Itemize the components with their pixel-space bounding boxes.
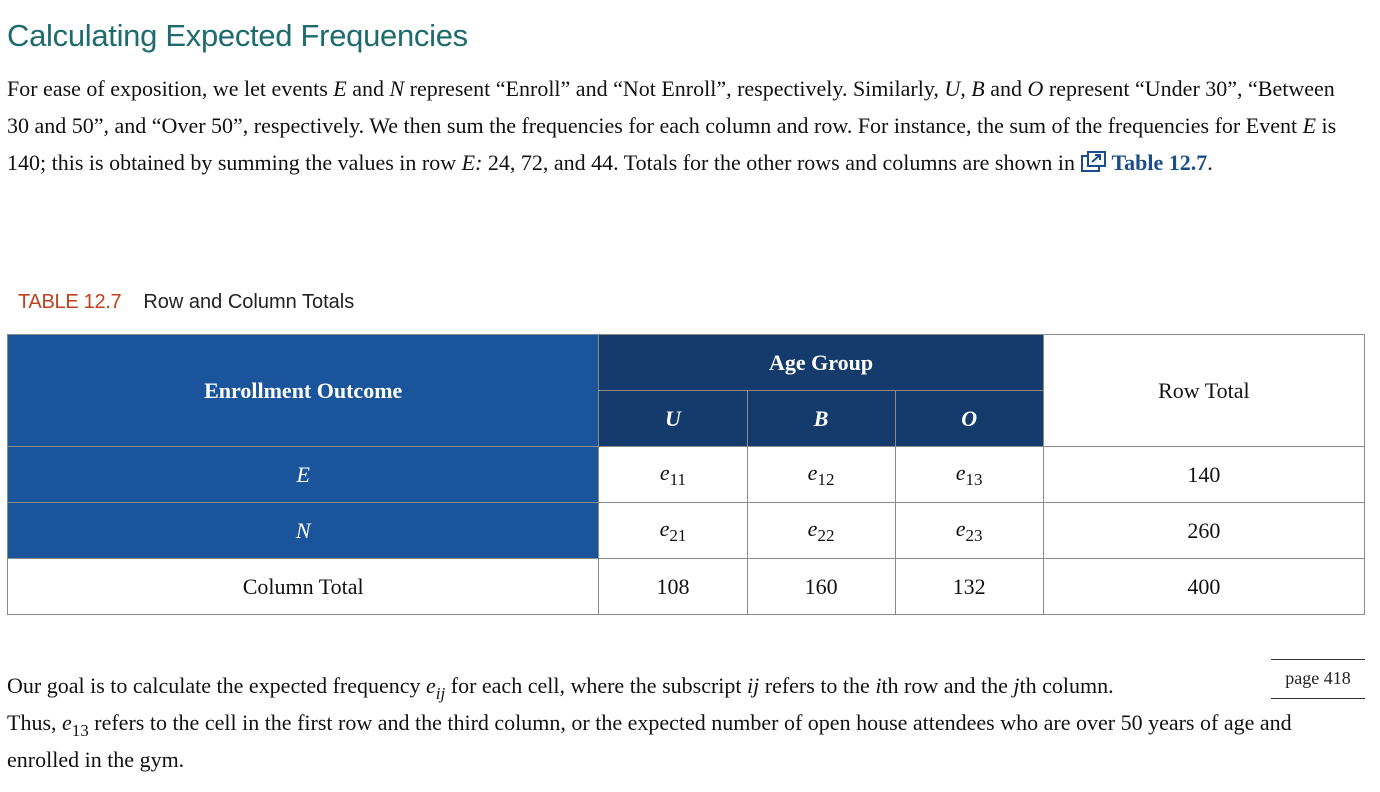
table-link-text: Table 12.7 — [1111, 150, 1208, 175]
column-total-u: 108 — [599, 559, 747, 615]
italic-run: ij — [747, 673, 760, 698]
cell-e12 — [747, 447, 895, 503]
table-caption-label: TABLE 12.7 — [18, 291, 122, 313]
table-row — [8, 503, 1365, 559]
table-header-row — [8, 335, 1365, 391]
italic-run: N — [389, 76, 405, 101]
cell-e21 — [599, 503, 747, 559]
text-run: for each cell, where the subscript — [445, 673, 748, 698]
row-label-e: E — [8, 447, 599, 503]
text-run: For ease of exposition, we let events — [7, 76, 334, 101]
italic-run: E: — [461, 150, 483, 175]
table-row — [8, 447, 1365, 503]
subscript-run: 13 — [71, 721, 89, 740]
row-total-n: 260 — [1043, 503, 1364, 559]
column-total-label: Column Total — [8, 559, 599, 615]
cell-sub: 13 — [965, 469, 983, 489]
table-caption-title: Row and Column Totals — [143, 291, 355, 313]
text-run: and — [984, 76, 1028, 101]
italic-run: j — [1013, 673, 1020, 698]
cell-base: e — [659, 459, 670, 485]
table-row — [8, 559, 1365, 615]
cell-sub: 12 — [817, 469, 835, 489]
column-total-b: 160 — [747, 559, 895, 615]
row-total-header: Row Total — [1043, 335, 1364, 447]
text-run: represent “Enroll” and “Not Enroll”, respectively. Similarly, — [404, 76, 945, 101]
italic-run: O — [1027, 76, 1044, 101]
external-link-icon — [1080, 151, 1106, 173]
page-marker: page 418 — [1271, 659, 1365, 699]
intro-paragraph — [7, 70, 1357, 181]
cell-base: e — [955, 459, 966, 485]
cell-sub: 21 — [669, 525, 687, 545]
column-header-o: O — [895, 391, 1043, 447]
cell-sub: 23 — [965, 525, 983, 545]
text-run: . — [1207, 150, 1213, 175]
text-run: th row and the — [881, 673, 1014, 698]
goal-paragraph — [7, 667, 1369, 778]
cell-e22 — [747, 503, 895, 559]
cell-base: e — [955, 515, 966, 541]
cell-base: e — [807, 515, 818, 541]
row-total-e: 140 — [1043, 447, 1364, 503]
age-group-header: Age Group — [599, 335, 1043, 391]
italic-run: E — [333, 76, 347, 101]
text-run: 24, 72, and 44. Totals for the other rows and columns are shown in — [482, 150, 1081, 175]
table-caption — [18, 291, 354, 314]
cell-e23 — [895, 503, 1043, 559]
text-run: represent “Under 30”, “Between 30 and 50”, and “Over 50”, respectively. We then sum the frequencies for each column and row. For instance, the sum of the frequencies for Event — [7, 76, 1335, 138]
column-header-u: U — [599, 391, 747, 447]
column-total-o: 132 — [895, 559, 1043, 615]
text-run: is 140; this is obtained by summing the values in row — [7, 113, 1337, 175]
text-run: and — [346, 76, 390, 101]
text-run: refers to the — [759, 673, 876, 698]
cell-base: e — [659, 515, 670, 541]
subscript-run: ij — [435, 684, 446, 703]
cell-sub: 11 — [669, 469, 687, 489]
totals-table — [7, 334, 1365, 615]
text-run: refers to the cell in the first row and the third column, or the expected number of open house attendees who are over 50 years of age and enrolled in the gym. — [7, 710, 1292, 772]
cell-e13 — [895, 447, 1043, 503]
italic-run: e — [62, 710, 72, 735]
text-run: Thus, — [7, 710, 62, 735]
italic-run: i — [875, 673, 882, 698]
section-heading: Calculating Expected Frequencies — [7, 18, 468, 53]
italic-run: E — [1302, 113, 1317, 138]
grand-total: 400 — [1043, 559, 1364, 615]
column-header-b: B — [747, 391, 895, 447]
italic-run: U, B — [944, 76, 985, 101]
row-label-n: N — [8, 503, 599, 559]
cell-sub: 22 — [817, 525, 835, 545]
cell-e11 — [599, 447, 747, 503]
text-run: th column. — [1019, 673, 1114, 698]
text-run: Our goal is to calculate the expected frequency — [7, 673, 427, 698]
italic-run: e — [426, 673, 436, 698]
table-12-7-link[interactable] — [1080, 150, 1207, 175]
enrollment-outcome-header: Enrollment Outcome — [8, 335, 599, 447]
cell-base: e — [807, 459, 818, 485]
